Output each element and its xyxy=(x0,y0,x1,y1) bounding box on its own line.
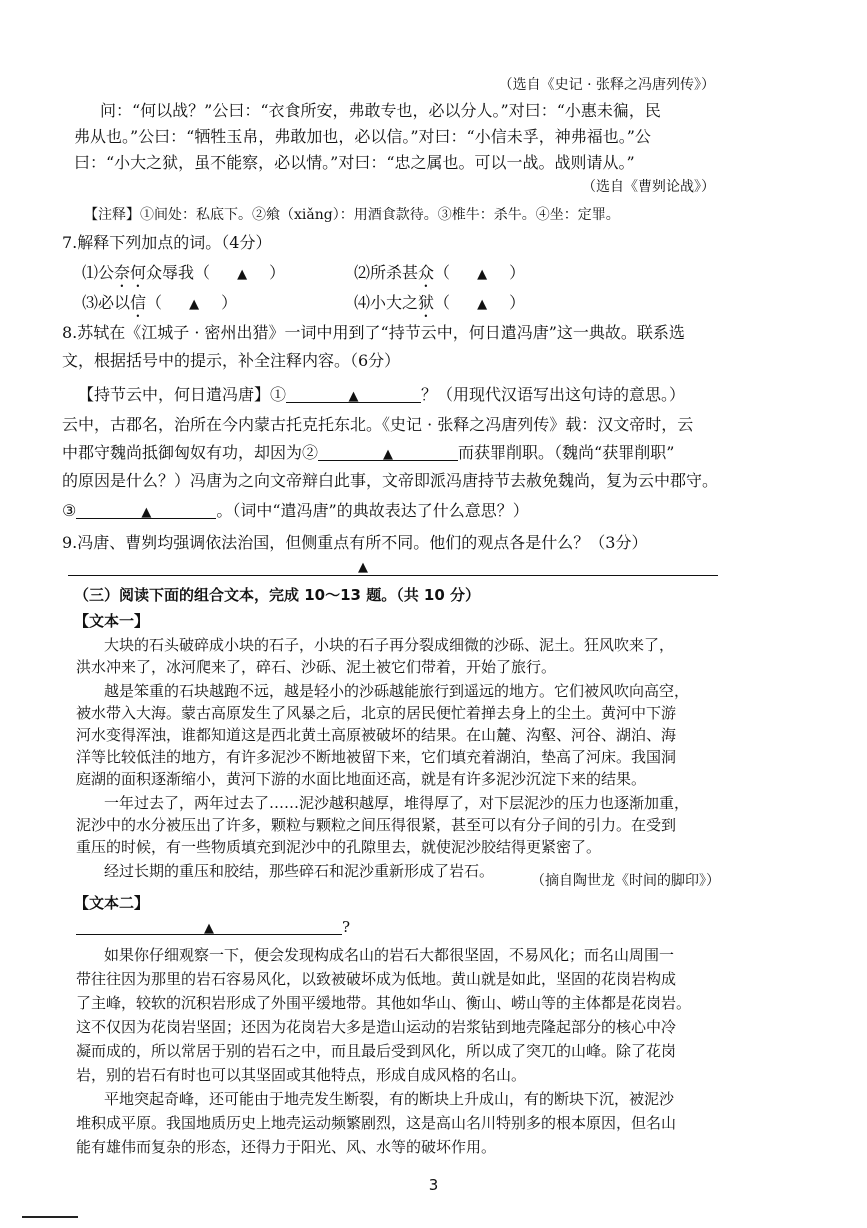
text-2-p1-line-1: 如果你仔细观察一下，便会发现构成名山的岩石大都很坚固，不易风化；而名山周围一 xyxy=(104,946,675,964)
text-1-p3-line-2: 泥沙中的水分被压出了许多，颗粒与颗粒之间压得很紧，甚至可以有分子间的引力。在受到 xyxy=(76,816,677,834)
question-8-line-3: 【持节云中，何日遣冯唐】① ▲ ？（用现代汉语写出这句诗的意思。） xyxy=(78,385,686,404)
text-2-p2-line-2: 堆积成平原。我国地质历史上地壳运动频繁剧烈，这是高山名川特别多的根本原因，但名山 xyxy=(76,1114,677,1132)
question-7-item-3: ⑶必以信（ ▲ ） xyxy=(82,293,238,312)
text-1-p2-line-5: 庭湖的面积逐渐缩小，黄河下游的水面比地面还高，就是有许多泥沙沉淀下来的结果。 xyxy=(76,770,647,788)
annotation-notes: 【注释】①间处：私底下。②飨（xiǎng）：用酒食款待。③椎牛：杀牛。④坐：定罪。 xyxy=(84,207,620,223)
source-citation-2: （选自《曹刿论战》） xyxy=(582,179,715,195)
question-7-item-4: ⑷小大之狱（ ▲ ） xyxy=(354,293,526,312)
cao-gui-line-2: 弗从也。”公曰：“牺牲玉帛，弗敢加也，必以信。”对曰：“小信未孚，神弗福也。”公 xyxy=(74,127,651,146)
page-number: 3 xyxy=(428,1176,439,1194)
answer-blank-4[interactable]: ▲ xyxy=(76,916,342,935)
text-1-source: （摘自陶世龙《时间的脚印》） xyxy=(531,873,720,889)
answer-blank-1[interactable]: ▲ xyxy=(286,384,421,403)
text-2-label: 【文本二】 xyxy=(74,894,150,912)
answer-blank-2[interactable]: ▲ xyxy=(318,442,458,461)
question-8-line-1: 8.苏轼在《江城子 · 密州出猎》一词中用到了“持节云中，何日遣冯唐”这一典故。联系选 xyxy=(62,323,685,342)
answer-line[interactable] xyxy=(68,575,718,576)
cao-gui-line-3: 曰：“小大之狱，虽不能察，必以情。”对曰：“忠之属也。可以一战。战则请从。” xyxy=(74,153,635,172)
question-8-line-6: 的原因是什么？）冯唐为之向文帝辩白此事，文帝即派冯唐持节去赦免魏尚，复为云中郡守。 xyxy=(62,471,719,490)
text-2-p1-line-5: 凝而成的，所以常居于别的岩石之中，而且最后受到风化，所以成了突兀的山峰。除了花岗 xyxy=(76,1042,677,1060)
question-7-item-2: ⑵所杀甚众（ ▲ ） xyxy=(354,263,526,282)
text-2-p2-line-3: 能有雄伟而复杂的形态，还得力于阳光、风、水等的破坏作用。 xyxy=(76,1138,497,1156)
question-8-line-2: 文，根据括号中的提示，补全注释内容。（6分） xyxy=(62,351,401,370)
question-8-line-5: 中郡守魏尚抵御匈奴有功，却因为② ▲ 而获罪削职。（魏尚“获罪削职” xyxy=(62,443,675,462)
answer-blank-marker: ▲ xyxy=(477,297,488,312)
answer-blank-marker: ▲ xyxy=(358,560,368,575)
text-1-p3-line-3: 重压的时候，有一些物质填充到泥沙中的孔隙里去，就使泥沙胶结得更紧密了。 xyxy=(76,838,602,856)
text-1-label: 【文本一】 xyxy=(74,612,150,630)
question-7-item-1: ⑴公奈何众辱我（ ▲ ） xyxy=(82,263,286,282)
text-2-p2-line-1: 平地突起奇峰，还可能由于地壳发生断裂，有的断块上升成山，有的断块下沉，被泥沙 xyxy=(104,1090,675,1108)
question-8-line-4: 云中，古郡名，治所在今内蒙古托克托东北。《史记 · 张释之冯唐列传》载：汉文帝时，云 xyxy=(62,415,694,434)
cao-gui-line-1: 问：“何以战？”公曰：“衣食所安，弗敢专也，必以分人。”对曰：“小惠未徧，民 xyxy=(100,101,661,120)
text-2-p1-line-2: 带往往因为那里的岩石容易风化，以致被破坏成为低地。黄山就是如此，坚固的花岗岩构成 xyxy=(76,970,677,988)
question-9: 9.冯唐、曹刿均强调依法治国，但侧重点有所不同。他们的观点各是什么？（3分） xyxy=(62,533,648,552)
text-1-p3-line-1: 一年过去了，两年过去了……泥沙越积越厚，堆得厚了，对下层泥沙的压力也逐渐加重， xyxy=(104,794,690,812)
answer-blank-3[interactable]: ▲ xyxy=(76,500,216,519)
text-1-p2-line-1: 越是笨重的石块越跑不远，越是轻小的沙砾越能旅行到遥远的地方。它们被风吹向高空， xyxy=(104,682,690,700)
text-2-title-blank: ▲ ? xyxy=(76,916,350,938)
text-1-p1-line-2: 洪水冲来了，冰河爬来了，碎石、沙砾、泥土被它们带着，开始了旅行。 xyxy=(76,658,557,676)
text-2-p1-line-6: 岩，别的岩石有时也可以其坚固或其他特点，形成自成风格的名山。 xyxy=(76,1066,527,1084)
answer-blank-marker: ▲ xyxy=(189,297,200,312)
section-3-heading: （三）阅读下面的组合文本，完成 10～13 题。（共 10 分） xyxy=(74,586,481,604)
text-2-p1-line-4: 这不仅因为花岗岩坚固；还因为花岗岩大多是造山运动的岩浆钻到地壳隆起部分的核心中冷 xyxy=(76,1018,677,1036)
source-citation-1: （选自《史记 · 张释之冯唐列传》） xyxy=(498,77,715,93)
text-1-p2-line-2: 被水带入大海。蒙古高原发生了风暴之后，北京的居民便忙着掸去身上的尘土。黄河中下游 xyxy=(76,704,677,722)
text-1-p4-line-1: 经过长期的重压和胶结，那些碎石和泥沙重新形成了岩石。 xyxy=(104,862,495,880)
question-7-stem: 7.解释下列加点的词。（4分） xyxy=(62,233,272,252)
text-1-p2-line-3: 河水变得浑浊，谁都知道这是西北黄土高原被破坏的结果。在山麓、沟壑、河谷、湖泊、海 xyxy=(76,726,677,744)
text-2-p1-line-3: 了主峰，较软的沉积岩形成了外围平缓地带。其他如华山、衡山、崂山等的主体都是花岗岩。 xyxy=(76,994,692,1012)
answer-blank-marker: ▲ xyxy=(477,267,488,282)
answer-blank-marker: ▲ xyxy=(237,267,248,282)
text-1-p1-line-1: 大块的石头破碎成小块的石子，小块的石子再分裂成细微的沙砾、泥土。狂风吹来了， xyxy=(104,636,675,654)
scan-edge-mark xyxy=(22,1216,78,1218)
question-8-line-7: ③ ▲ 。（词中“遣冯唐”的典故表达了什么意思？） xyxy=(62,501,529,520)
text-1-p2-line-4: 洋等比较低洼的地方，有许多泥沙不断地被留下来，它们填充着湖泊，垫高了河床。我国洞 xyxy=(76,748,677,766)
